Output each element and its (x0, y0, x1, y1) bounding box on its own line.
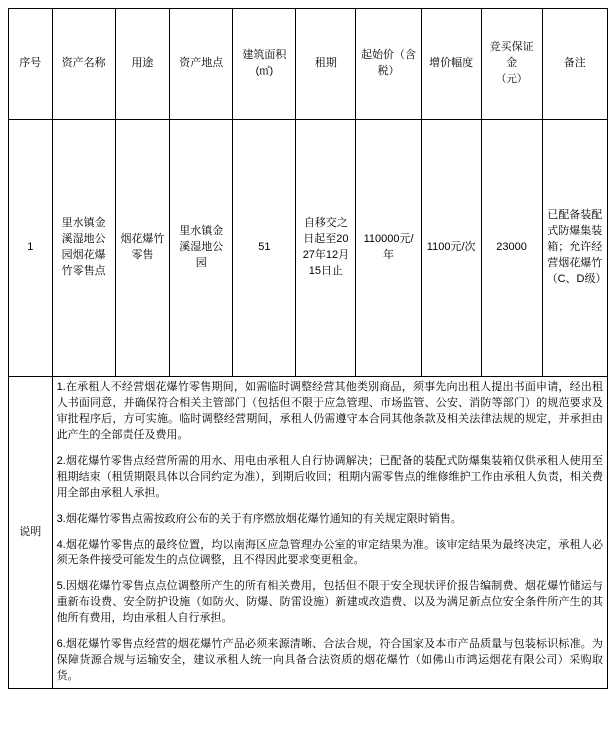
note-item: 3.烟花爆竹零售点需按政府公布的关于有序燃放烟花爆竹通知的有关规定限时销售。 (56, 512, 462, 525)
header-asset-name: 资产名称 (52, 9, 115, 120)
cell-remark: 已配备装配式防爆集装箱；允许经营烟花爆竹（C、D级） (542, 120, 607, 377)
note-item: 2.烟花爆竹零售点经营所需的用水、用电由承租人自行协调解决；已配备的装配式防爆集装箱仅供承租人使用至租期结束（租赁期限具体以合同约定为准），到期后收回；租期内需零售点的维修维护工作由承租人负责，相关费用全部由承租人承担。 (56, 454, 603, 499)
cell-index: 1 (9, 120, 53, 377)
notes-row (9, 377, 608, 689)
notes-label: 说明 (9, 377, 53, 689)
cell-lease-term: 自移交之日起至2027年12月15日止 (296, 120, 356, 377)
header-area: 建筑面积 (㎡) (233, 9, 296, 120)
notes-content (52, 377, 607, 689)
cell-usage: 烟花爆竹零售 (115, 120, 169, 377)
header-usage: 用途 (115, 9, 169, 120)
header-lease-term: 租期 (296, 9, 356, 120)
cell-location: 里水镇金溪湿地公园 (170, 120, 233, 377)
header-deposit: 竞买保证金 （元） (481, 9, 542, 120)
header-increment: 增价幅度 (421, 9, 481, 120)
header-remark: 备注 (542, 9, 607, 120)
header-location: 资产地点 (170, 9, 233, 120)
cell-area: 51 (233, 120, 296, 377)
cell-start-price: 110000元/年 (356, 120, 421, 377)
table-header-row (9, 9, 608, 120)
header-area-unit: (㎡) (255, 65, 274, 78)
asset-listing-table (8, 8, 608, 689)
header-index: 序号 (9, 9, 53, 120)
header-start-price: 起始价（含税） (356, 9, 421, 120)
cell-deposit: 23000 (481, 120, 542, 377)
cell-increment: 1100元/次 (421, 120, 481, 377)
header-deposit-unit: （元） (495, 73, 528, 86)
note-item: 1.在承租人不经营烟花爆竹零售期间，如需临时调整经营其他类别商品，须事先向出租人提出书面申请，经出租人书面同意，并确保符合相关主管部门（包括但不限于应急管理、市场监管、公安、消防等部门）的规范要求及审批程序后，方可实施。临时调整经营期间，承租人仍需遵守本合同其他条款及相关法律法规的规定，并承担由此产生的全部责任及费用。 (56, 381, 603, 441)
table-row (9, 120, 608, 377)
cell-asset-name: 里水镇金溪湿地公园烟花爆竹零售点 (52, 120, 115, 377)
note-item: 6.烟花爆竹零售点经营的烟花爆竹产品必须来源清晰、合法合规，符合国家及本市产品质量与包装标识标准。为保障货源合规与运输安全，建议承租人统一向具备合法资质的烟花爆竹（如佛山市鸿运烟花有限公司）采购取货。 (56, 638, 603, 683)
note-item: 4.烟花爆竹零售点的最终位置，均以南海区应急管理办公室的审定结果为准。该审定结果为最终决定，承租人必须无条件接受可能发生的点位调整，且不得因此要求变更租金。 (56, 538, 603, 567)
note-item: 5.因烟花爆竹零售点点位调整所产生的所有相关费用，包括但不限于安全现状评价报告编制费、烟花爆竹储运与重新布设费、安全防护设施（如防火、防爆、防雷设施）新建或改造费、以及为满足新点位安全条件所产生的其他所有费用，均由承租人自行承担。 (56, 580, 603, 625)
